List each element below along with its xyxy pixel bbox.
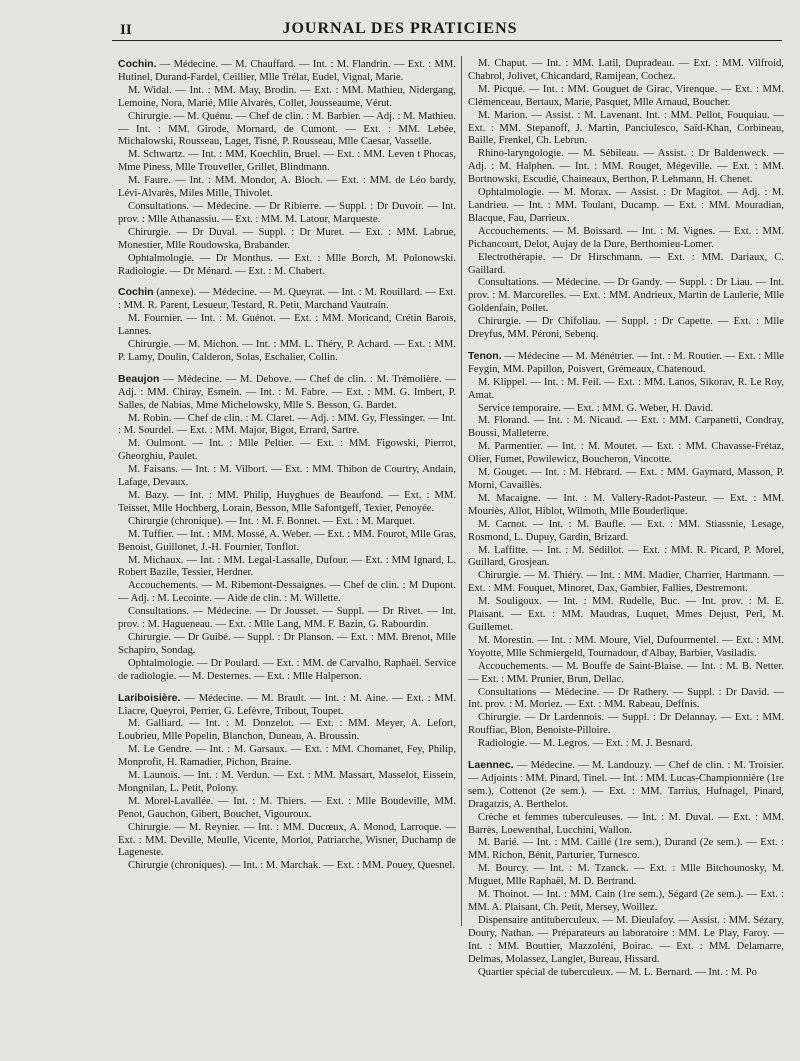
- service-paragraph: [118, 718, 456, 744]
- paragraph-text: — Médecine. — M. Brault. — Int. : M. Aine. — Ext. : MM. Liacre, Queyroi, Perrier, G. Lefèvre, Tribout, Toupet.: [118, 692, 456, 717]
- service-paragraph: [118, 253, 456, 279]
- service-paragraph: [118, 529, 456, 555]
- service-paragraph: [468, 58, 784, 84]
- paragraph-text: M. Laffitte. — Int. : M. Sédillot. — Ext. : MM. R. Picard, P. Morel, Guillard, Grosjean.: [468, 544, 784, 569]
- paragraph-text: Chirurgie. — Dr Duval. — Suppl. : Dr Muret. — Ext. : MM. Labrue, Monestier, Mlle Roudowska, Brabander.: [118, 226, 456, 251]
- right-column: [468, 58, 784, 978]
- service-paragraph: [468, 467, 784, 493]
- service-paragraph: [468, 967, 784, 980]
- service-paragraph: [468, 316, 784, 342]
- paragraph-text: Consultations. — Médecine. — Dr Gandy. — Suppl. : Dr Liau. — Int. prov. : M. Marcorelles. — Ext. : MM. Andrieux, Martin de Laulerie, Mlle Goldenfain, Pollet.: [468, 277, 784, 315]
- paragraph-text: M. Galliard. — Int. : M. Donzelot. — Ext. : MM. Meyer, A. Lefort, Loubrieu, Mlle Popelin, Blanchon, Duneau, A. Broussin.: [118, 718, 456, 743]
- hospital-section-paragraph: [118, 373, 456, 413]
- service-paragraph: [118, 149, 456, 175]
- paragraph-text: Consultations — Médecine. — Dr Rathery. — Suppl. : Dr David. — Int. prov. : M. Moriez. — Ext. : MM. Rabeau, Deffnis.: [468, 686, 784, 711]
- service-paragraph: [118, 770, 456, 796]
- service-paragraph: [468, 596, 784, 635]
- paragraph-text: Radiologie. — M. Legros. — Ext. : M. J. Besnard.: [478, 738, 693, 750]
- paragraph-text: M. Picqué. — Int. : MM. Gouguet de Girac, Virenque. — Ext. : MM. Clémenceau, Bertaux, Marie, Pasquet, Mlle Arnaud, Boucher.: [468, 83, 784, 108]
- paragraph-text: Chirurgie. — Dr Lardennois. — Suppl. : Dr Delannay. — Ext. : MM. Rouffiac, Blon, Benoiste-Pilloire.: [468, 712, 784, 737]
- paragraph-text: Ophtalmologie. — Dr Monthus. — Ext. : Mlle Borch, M. Polonowski. Radiologie. — Dr Ménard. — Ext. : M. Chabert.: [118, 252, 456, 277]
- service-paragraph: [468, 110, 784, 149]
- service-paragraph: [118, 555, 456, 581]
- paragraph-text: M. Morestin. — Int. : MM. Moure, Viel, Dufourmentel. — Ext. : MM. Yoyotte, Mlle Schmiergeld, Tournadour, d'Albay, Barbier, Vasiladis.: [468, 634, 784, 659]
- paragraph-text: M. Bazy. — Int. : MM. Philip, Huyghues de Beaufond. — Ext. : MM. Teisset, Mlle Hochberg, Lorain, Besson, Mlle Safontgeff, Texier, Penoyée.: [118, 490, 456, 514]
- service-paragraph: [118, 822, 456, 861]
- service-paragraph: [468, 915, 784, 967]
- paragraph-text: M. Chaput. — Int. : MM. Latil, Dupradeau. — Ext. : MM. Vilfroid, Chabrol, Jolivet, Chicandard, Ramijean, Cochez.: [468, 58, 784, 82]
- service-paragraph: [118, 339, 456, 365]
- paragraph-text: M. Carnot. — Int. : M. Baufle. — Ext. : MM. Stiassnie, Lesage, Rosmond, L. Dupuy, Gardin, Brizard.: [468, 518, 784, 543]
- service-paragraph: [468, 712, 784, 738]
- service-paragraph: [468, 493, 784, 519]
- service-paragraph: [118, 796, 456, 822]
- service-paragraph: [468, 277, 784, 316]
- hospital-section-paragraph: [118, 692, 456, 719]
- service-paragraph: [468, 661, 784, 687]
- paragraph-text: Chirurgie (chronique). — Int. : M. F. Bonnet. — Ext. : M. Marquet.: [128, 515, 415, 527]
- paragraph-text: M. Oulmont. — Int. : Mlle Peltier. — Ext. : MM. Figowski, Pierrot, Gheorghiu, Paulet.: [118, 438, 456, 463]
- service-paragraph: [468, 635, 784, 661]
- service-paragraph: [118, 201, 456, 227]
- service-paragraph: [468, 889, 784, 915]
- page-header: [0, 18, 800, 42]
- paragraph-text: Ophtalmologie. — M. Morax. — Assist. : Dr Magitot. — Adj. : M. Landrieu. — Int. : MM. Toulant, Ducamp. — Ext. : MM. Mouradian, Blacque, Fau, Darrieux.: [468, 187, 784, 224]
- paragraph-text: M. Tuffier. — Int. : MM. Mossé, A. Weber. — Ext. : MM. Fourot, Mlle Gras, Benoist, Guillonet, J.-H. Fournier, Tonflot.: [118, 528, 456, 553]
- service-paragraph: [118, 632, 456, 658]
- paragraph-text: Accouchements. — M. Ribemont-Dessaignes. — Chef de clin. : M Dupont. — Adj. : M. Lecointe. — Aide de clin. : M. Willette.: [118, 580, 456, 605]
- hospital-name: Lariboisière.: [118, 691, 181, 704]
- service-paragraph: [468, 403, 784, 416]
- paragraph-text: Chirurgie. — M. Quénu. — Chef de clin. : M. Barbier. — Adj. : M. Mathieu. — Int. : MM. Girode, Mornard, de Cumont. — Ext. : MM. Lebée, Michalowski, Rousseau, Laget, Tisné, P. Rousseau, Mlle Caesar, Vasselle.: [118, 110, 456, 148]
- service-paragraph: [118, 85, 456, 111]
- service-paragraph: [118, 744, 456, 770]
- paragraph-text: M. Robin. — Chef de clin. : M. Claret. — Adj. : MM. Gy, Flessinger. — Int. : M. Sourdel. — Ext. : MM. Major, Bigot, Errard, Sartre.: [118, 412, 456, 437]
- paragraph-text: M. Marion. — Assist. : M. Lavenant. Int. : MM. Pellot, Fouquiau. — Ext. : MM. Stepanoff, J. Martin, Panciulesco, Saïd-Khan, Corbineau, Baille, Frenkel, Ch. Lebrun.: [468, 109, 784, 147]
- paragraph-text: — Médecine. — M. Landouzy. — Chef de clin. : M. Troisier. — Adjoints : MM. Pinard, Tinel. — Int. : MM. Lucas-Championnière (1re sem.), Cottenot (2e sem.). — Ext. : MM. Tarrius, Hufnagel, Pinard, Dragatzis, A. Berthelot.: [468, 760, 784, 810]
- paragraph-text: M. Launois. — Int. : M. Verdun. — Ext. : MM. Massart, Masselot, Eissein, Mongnilan, L. Petit, Polony.: [118, 770, 456, 794]
- paragraph-text: — Médecine — M. Ménétrier. — Int. : M. Routier. — Ext. : Mlle Feygin, MM. Papillon, Poisvert, Grémeaux, Chatenoud.: [468, 350, 784, 375]
- service-paragraph: [468, 415, 784, 441]
- hospital-name: Tenon.: [468, 349, 502, 362]
- paragraph-text: — Médecine. — M. Debove. — Chef de clin. : M. Trémolière. — Adj. : MM. Chiray, Esmein. — Int. : M. Fabre. — Ext. : MM. G. Imbert, P. Salles, de Nabias, Mme Michelowsky, Mlle S. Besson, G. Bardet.: [118, 373, 456, 411]
- service-paragraph: [468, 441, 784, 467]
- hospital-name: Beaujon: [118, 372, 160, 385]
- paragraph-text: Electrothérapie. — Dr Hirschmann. — Ext. : MM. Dariaux, C. Gaillard.: [468, 251, 784, 276]
- paragraph-text: M. Morel-Lavallée. — Int. : M. Thiers. — Ext. : Mlle Boudeville, MM. Penot, Gauchon, Gibert, Bouchet, Vigouroux.: [118, 795, 456, 820]
- service-paragraph: [468, 377, 784, 403]
- hospital-name: Cochin: [118, 286, 154, 299]
- paragraph-text: M. Michaux. — Int. : MM. Legal-Lassalle, Dufour. — Ext. : MM Ignard, L. Robert Bazile, Tessier, Herdner.: [118, 554, 456, 579]
- paragraph-text: Chirurgie. — Dr Guibé. — Suppl. : Dr Planson. — Ext. : MM. Brenot, Mlle Schapiro, Sondag.: [118, 631, 456, 656]
- paragraph-text: M. Faure. — Int. : MM. Mondor, A. Bloch. — Ext. : MM. de Léo bardy, Lévi-Alvarès, Miles Mille, Thivolet.: [118, 175, 456, 200]
- service-paragraph: [468, 545, 784, 571]
- paragraph-text: Chirurgie. — M. Michon. — Int. : MM. L. Théry, P. Achard. — Ext. : MM. P. Lamy, Doulin, Calderon, Solas, Eschalier, Collin.: [118, 339, 456, 363]
- paragraph-text: Dispensaire antituberculeux. — M. Dieulafoy. — Assist. : MM. Sézary, Doury, Nathan. — Préparateurs au laboratoire : MM. Le Play, Faroy. — Int. : MM. Bouttier, Mazzoléni, Boirac. — Ext. : MM. Delamarre, Delmas, Molassez, Langlet, Bureau, Hissard.: [468, 914, 784, 965]
- paragraph-text: Accouchements. — M. Bouffe de Saint-Blaise. — Int. : M. B. Netter. — Ext. : MM. Prunier, Brun, Dellac.: [468, 660, 784, 685]
- hospital-section-paragraph: [118, 58, 456, 85]
- paragraph-text: Consultations. — Médecine. — Dr Jousset. — Suppl. — Dr Rivet. — Int. prov. : M. Hagueneau. — Ext. : Mlle Lang, MM. F. Bazin, G. Rabourdin.: [118, 606, 456, 631]
- hospital-section-paragraph: [468, 759, 784, 812]
- service-paragraph: [118, 580, 456, 606]
- service-paragraph: [118, 860, 456, 873]
- service-paragraph: [118, 516, 456, 529]
- paragraph-text: Chirurgie. — M. Reynier. — Int. : MM. Ducœux, A. Monod, Larroque. — Ext. : MM. Deville, Meulle, Vicente, Morlot, Patriarche, Wisner, Duchamp de Lageneste.: [118, 821, 456, 859]
- paragraph-text: M. Klippel. — Int. : M. Feil. — Ext. : MM. Lanos, Sikorav, R. Le Roy, Amat.: [468, 376, 784, 401]
- service-paragraph: [468, 148, 784, 187]
- service-paragraph: [468, 863, 784, 889]
- paragraph-text: Crèche et femmes tuberculeuses. — Int. : M. Duval. — Ext. : MM. Barrès, Loewenthal, Lucchini, Wallon.: [468, 811, 784, 836]
- header-rule: [112, 40, 782, 41]
- service-paragraph: [118, 490, 456, 516]
- service-paragraph: [118, 438, 456, 464]
- service-paragraph: [118, 658, 456, 684]
- service-paragraph: [118, 175, 456, 201]
- paragraph-text: M. Widal. — Int. : MM. May, Brodin. — Ext. : MM. Mathieu, Nidergang, Lemoine, Nora, Marié, Mlle Alvarès, Collet, Jousseaume, Vérut.: [118, 84, 456, 109]
- paragraph-text: M. Le Gendre. — Int. : M. Garsaux. — Ext. : MM. Chomanet, Fey, Philip, Monprofit, H. Ramadier, Pichon, Braine.: [118, 744, 456, 769]
- service-paragraph: [468, 519, 784, 545]
- paragraph-text: Ophtalmologie. — Dr Poulard. — Ext. : MM. de Carvalho, Raphaël. Service de radiologie. — M. Desternes. — Ext. : Mlle Halperson.: [118, 657, 456, 682]
- paragraph-text: Accouchements. — M. Boissard. — Int. : M. Vignes. — Ext. : MM. Pichancourt, Delot, Aujay de la Dure, Berthomieu-Lomer.: [468, 225, 784, 250]
- column-divider: [461, 56, 462, 926]
- journal-title: JOURNAL DES PRATICIENS: [282, 20, 518, 37]
- hospital-section-paragraph: [468, 350, 784, 377]
- paragraph-text: Chirurgie. — M. Thiéry. — Int. : MM. Madier, Charrier, Hartmann. — Ext. : MM. Fouquet, Minoret, Dax, Gambier, Fallies, Destremont.: [468, 570, 784, 595]
- service-paragraph: [468, 837, 784, 863]
- service-paragraph: [468, 738, 784, 751]
- service-paragraph: [468, 570, 784, 596]
- paragraph-text: Consultations. — Médecine. — Dr Ribierre. — Suppl. : Dr Duvoir. — Int. prov. : Mlle Athanassiu. — Ext. : MM. M. Latour, Marqueste.: [118, 200, 456, 225]
- paragraph-text: M. Gouget. — Int. : M. Hébrard. — Ext. : MM. Gaymard, Masson, P. Morni, Cavaillès.: [468, 467, 784, 491]
- hospital-name: Laennec.: [468, 759, 514, 772]
- left-column: [118, 58, 456, 926]
- paragraph-text: M. Macaigne. — Int. : M. Vallery-Radot-Pasteur. — Ext. : MM. Mouriès, Allot, Hiblot, Wilmoth, Mlle Bouderlique.: [468, 492, 784, 517]
- paragraph-text: Chirurgie. — Dr Chifoliau. — Suppl. : Dr Capette. — Ext. : Mlle Dreyfus, MM. Péroni, Sebenq.: [468, 316, 784, 341]
- service-paragraph: [118, 464, 456, 490]
- service-paragraph: [468, 187, 784, 226]
- paragraph-text: Quartier spécial de tuberculeux. — M. L. Bernard. — Int. : M. Po: [478, 966, 757, 978]
- paragraph-text: M. Thoinot. — Int. : MM. Cain (1re sem.), Ségard (2e sem.). — Ext. : MM. A. Plaisant, Ch. Petit, Mersey, Woillez.: [468, 889, 784, 913]
- paragraph-text: Service temporaire. — Ext. : MM. G. Weber, H. David.: [478, 402, 714, 414]
- paragraph-text: M. Bourcy. — Int. : M. Tzanck. — Ext. : Mlle Bitchounosky, M. Muguet, Mlle Raphaël, M. D. Bertrand.: [468, 863, 784, 888]
- service-paragraph: [118, 111, 456, 150]
- paragraph-text: Chirurgie (chroniques). — Int. : M. Marchak. — Ext. : MM. Pouey, Quesnel.: [128, 860, 455, 872]
- hospital-section-paragraph: [118, 286, 456, 313]
- paragraph-text: (annexe). — Médecine. — M. Queyrat. — Int. : M. Rouillard. — Ext. : MM. R. Parent, Lesueur, Testard, R. Petit, Marchand Vautrain.: [118, 287, 456, 312]
- paragraph-text: M. Faisans. — Int. : M. Vilbort. — Ext. : MM. Thibon de Courtry, Andain, Lafage, Devaux.: [118, 464, 456, 489]
- service-paragraph: [118, 313, 456, 339]
- paragraph-text: M. Fournier. — Int. : M. Guénot. — Ext. : MM. Moricand, Crétin Barois, Lannes.: [118, 313, 456, 338]
- paragraph-text: M. Barié. — Int. : MM. Caillé (1re sem.), Durand (2e sem.). — Ext. : MM. Richon, Bénit, Parturier, Turnesco.: [468, 837, 784, 862]
- service-paragraph: [118, 413, 456, 439]
- paragraph-text: M. Schwartz. — Int. : MM. Koechlin, Bruel. — Ext. : MM. Leven t Phocas, Mme Piness, Mlle Trouveller, Grillet, Blindmann.: [118, 149, 456, 174]
- paragraph-text: M. Souligoux. — Int. : MM. Rudelle, Buc. — Int. prov. : M. E. Plaisant. — Ext. : MM. Maudras, Luquet, Mmes Dejust, Perl, M. Guillemet.: [468, 596, 784, 633]
- paragraph-text: M. Florand. — Int. : M. Nicaud. — Ext. : MM. Carpanetti, Condray, Boussi, Malleterre.: [468, 415, 784, 440]
- paragraph-text: Rhino-laryngologie. — M. Sébileau. — Assist. : Dr Baldenweck. — Adj. : M. Halphen. — Int. : MM. Rouget, Mégeville. — Ext. : MM. Bortnowski, Escudié, Chaineaux, Berthon, P. Lehmann, H. Chenet.: [468, 148, 784, 186]
- service-paragraph: [468, 252, 784, 278]
- service-paragraph: [468, 687, 784, 713]
- hospital-name: Cochin.: [118, 58, 157, 70]
- paragraph-text: — Médecine. — M. Chauffard. — Int. : M. Flandrin. — Ext. : MM. Hutinel, Durand-Fardel, Ceillier, Mlle Trélat, Eudel, Vignal, Marie.: [118, 59, 456, 83]
- service-paragraph: [118, 227, 456, 253]
- paragraph-text: M. Parmentier. — Int. : M. Moutet. — Ext. : MM. Chavasse-Frétaz, Olier, Fumet, Powilewicz, Boucheron, Vincotte.: [468, 441, 784, 466]
- service-paragraph: [468, 812, 784, 838]
- service-paragraph: [118, 606, 456, 632]
- page-number: II: [120, 22, 132, 38]
- service-paragraph: [468, 84, 784, 110]
- service-paragraph: [468, 226, 784, 252]
